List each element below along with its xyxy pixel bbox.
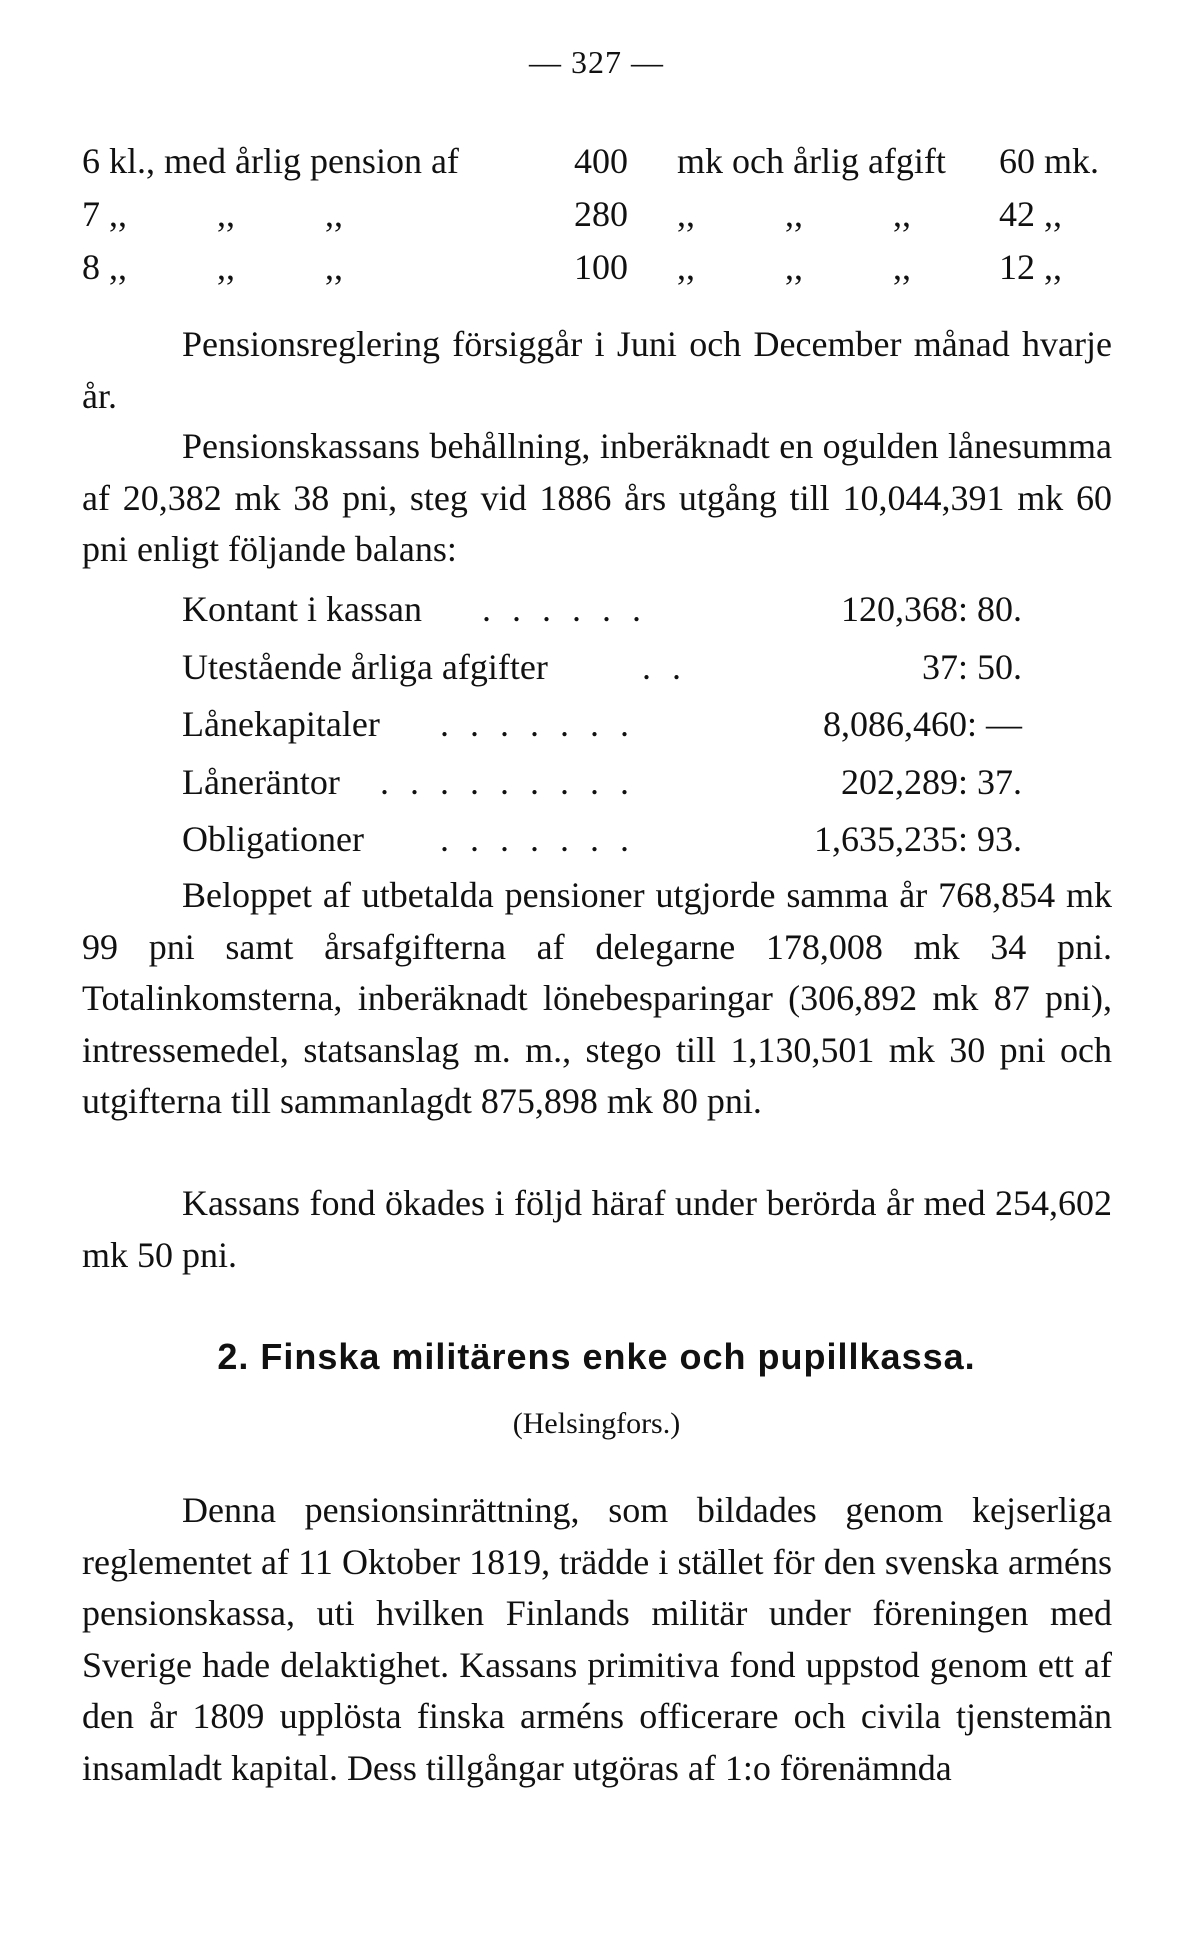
paragraph-holdings: Pensionskassans behållning, inberäknadt en ogulden lånesumma af 20,382 mk 38 pni, steg vid 1886 års utgång till 10,044,391 mk 60 pni enligt följande balans: — [82, 426, 1112, 569]
balance-label: Utestående årliga afgifter — [182, 646, 548, 687]
balance-amount: 202,289: 37. — [840, 761, 1022, 802]
balance-row — [182, 646, 1022, 704]
pension-row-6 — [82, 140, 1122, 186]
balance-leader: . . — [642, 646, 687, 687]
balance-label: Obligationer — [182, 819, 364, 859]
balance-leader: . . . . . . . — [440, 704, 635, 744]
balance-leader: . . . . . . — [482, 589, 647, 629]
pension-amount: 280 — [574, 194, 628, 234]
pension-amount: 100 — [574, 247, 628, 287]
pension-fee: 12 ,, — [999, 247, 1062, 287]
balance-leader: . . . . . . . . . — [380, 761, 635, 802]
pension-class: 7 ,, ,, ,, — [82, 194, 343, 234]
balance-amount: 1,635,235: 93. — [813, 819, 1022, 859]
balance-amount: 8,086,460: — — [822, 704, 1022, 744]
section-heading: 2. Finska militärens enke och pupillkassa. — [217, 1336, 976, 1377]
paragraph-pension-regulation: Pensionsreglering försiggår i Juni och December månad hvarje år. — [82, 324, 1112, 416]
pension-mid: ,, ,, ,, — [677, 247, 911, 287]
pension-mid: mk och årlig afgift — [677, 141, 946, 181]
pension-class: 8 ,, ,, ,, — [82, 247, 343, 287]
balance-label: Låneräntor — [182, 761, 340, 802]
paragraph-history: Denna pensionsinrättning, som bildades genom kejserliga reglementet af 11 Oktober 1819, trädde i stället för den svenska arméns pensionskassa, uti hvilken Finlands militär under föreningen med Sverige hade delaktighet. Kassans primitiva fond uppstod genom ett af den år 1809 upplösta finska arméns officerare och civila tjenstemän insamladt kapital. Dess tillgångar utgöras af 1:o förenämnda — [82, 1490, 1112, 1788]
pension-fee: 60 mk. — [999, 141, 1100, 181]
page-number: — 327 — — [529, 44, 664, 80]
paragraph-fund: Kassans fond ökades i följd häraf under berörda år med 254,602 mk 50 pni. — [82, 1183, 1112, 1275]
balance-leader: . . . . . . . — [440, 819, 635, 859]
section-subtitle: (Helsingfors.) — [512, 1407, 681, 1440]
balance-row — [182, 761, 1022, 819]
pension-mid: ,, ,, ,, — [677, 194, 911, 234]
pension-amount: 400 — [574, 141, 628, 181]
balance-label: Lånekapitaler — [182, 704, 380, 744]
paragraph-amounts: Beloppet af utbetalda pensioner utgjorde samma år 768,854 mk 99 pni samt årsafgifterna af delegarne 178,008 mk 34 pni. Totalinkomsterna, inberäknadt lönebesparingar (306,892 mk 87 pni), intressemedel, statsanslag m. m., stego till 1,130,501 mk 30 pni och utgifterna till sammanlagdt 875,898 mk 80 pni. — [82, 875, 1112, 1121]
balance-table — [182, 588, 1022, 876]
pension-row-7 — [82, 193, 1122, 239]
balance-amount: 37: 50. — [921, 646, 1022, 687]
pension-row-8 — [82, 246, 1122, 292]
balance-row — [182, 588, 1022, 646]
pension-class: 6 kl., med årlig pension af — [82, 141, 459, 181]
pension-fee: 42 ,, — [999, 194, 1062, 234]
balance-row — [182, 818, 1022, 876]
balance-amount: 120,368: 80. — [840, 589, 1022, 629]
balance-row — [182, 703, 1022, 761]
balance-label: Kontant i kassan — [182, 589, 422, 629]
